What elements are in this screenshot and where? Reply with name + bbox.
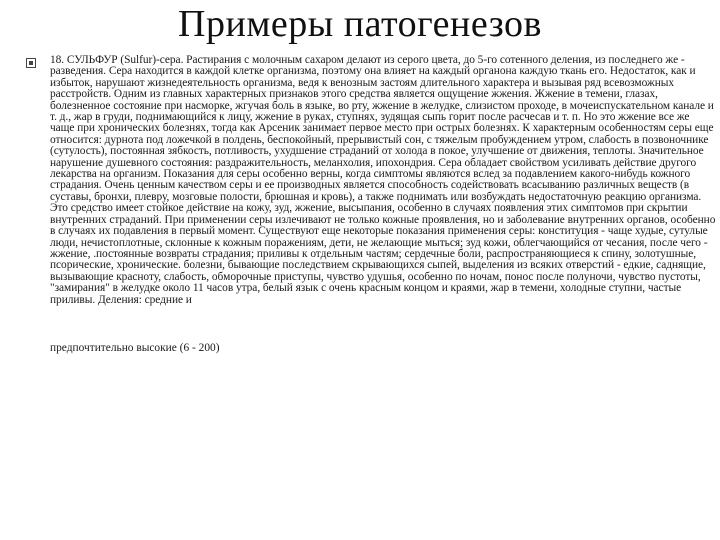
slide-title: Примеры патогенезов [178, 3, 542, 45]
slide-paragraph: 18. СУЛЬФУР (Sulfur)-сера. Растирания с молочным сахаром делают из серого цвета, до 5-го сотенного деления, из последнего же - разведения. Сера находится в каждой клетке организма, поэтому она влияет на каждый органона каждую ткань его. Недостаток, как и избыток, нарушают жизнедеятельность организма, ведя к венозным застоям длительного характера и вызывая ряд всевозможных расстройств. Одним из главных характерных признаков этого средства является ощущение жжения. Жжение в темени, глазах, болезненное состояние при насморке, жгучая боль в языке, во рту, жжение в желудке, слизистом проходе, в мочеиспускательном канале и т. д., жар в груди, поднимающийся к лицу, жжение в руках, ступнях, зудящая сыпь горит после расчесав и т. п. Но это жжение все же чаще при хронических болезнях, тогда как Арсеник занимает первое место при острых болезнях. К характерным особенностям серы еще относится: дурнота под ложечкой в полдень, беспокойный, прерывистый сон, с тяжелым пробуждением утром, слабость в позвоночнике (сутулость), постоянная зябкость, потливость, ухудшение страданий от холода в покое, улучшение от движения, теплоты. Значительное нарушение душевного состояния: раздражительность, меланхолия, ипохондрия. Сера обладает свойством усиливать действие другого лекарства на организм. Показания для серы особенно верны, когда симптомы являются вслед за подавлением какого-нибудь кожного страдания. Очень ценным качеством серы и ее производных является способность содействовать всасыванию различных веществ (в суставы, бронхи, плевру, мозговые полости, брюшная и кровь), а также поднимать или возбуждать недостаточную реакцию организма. Это средство имеет стойкое действие на кожу, зуд, жжение, высыпания, особенно в случаях появления этих симптомов при скрытии внутренних страданий. При применении серы излечивают не только кожные проявления, но и заболевание внутренних органов, особенно в случаях их подавления в первый момент. Существуют еще некоторые показания применения серы: конституция - чаще худые, сутулые люди, нечистоплотные, склонные к кожным поражениям, дети, не желающие мыться; зуд кожи, облегчающийся от чесания, после чего - жжение, .постоянные возвраты страдания; приливы к отдельным частям; сердечные боли, распространяющиеся к спину, золотушные, псорические, хронические. болезни, бывающие последствием скрывающихся сыпей, выделения из всяких отверстий - едкие, саднящие, вызывающие краснoту, слабость, обморочные приступы, чувство удушья, особенно по ночам, понос после полуночи, чувство пустоты, "замирания" в желудке около 11 часов утра, белый язык с очень красным концом и краями, жар в темени, холодные ступни, частые приливы. Деления: средние и [50, 54, 716, 306]
dosage-line: предпочтительно высокие (6 - 200) [50, 342, 220, 354]
square-bullet-icon [26, 58, 36, 68]
